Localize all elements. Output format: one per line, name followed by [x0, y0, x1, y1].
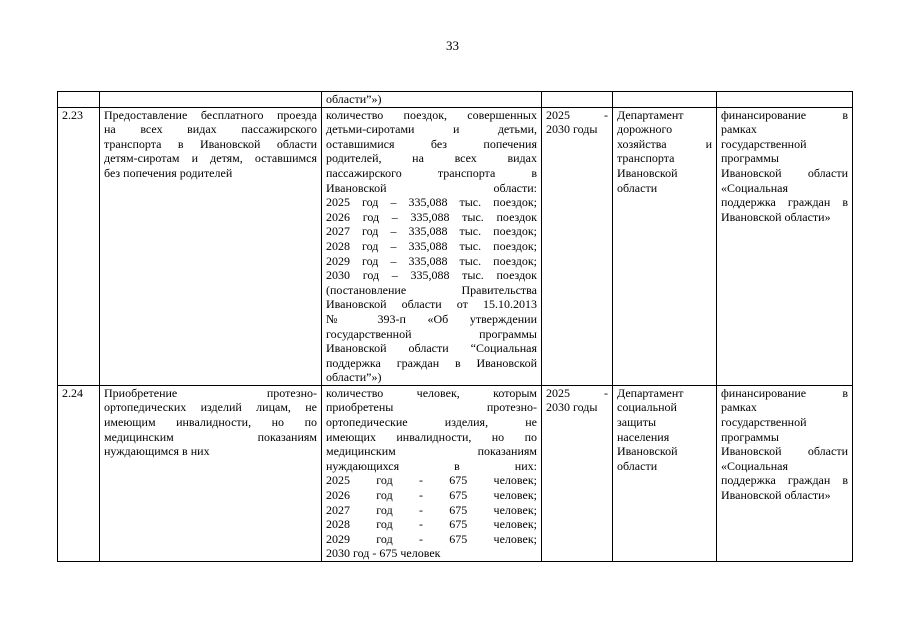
table-row-continuation	[58, 92, 853, 108]
text-line: государственной	[721, 415, 807, 430]
cell-period	[542, 92, 613, 108]
text-line: оставшимися без попечения	[326, 136, 537, 151]
text-line: транспорта в Ивановской области	[104, 136, 317, 151]
text-line: 2029 год - 675 человек;	[326, 531, 537, 546]
text-line: Департамент	[617, 107, 684, 122]
text-line: имеющих инвалидности, но по	[326, 429, 537, 444]
text-line: 2029 год – 335,088 тыс. поездок;	[326, 253, 537, 268]
text-line: «Социальная	[721, 180, 789, 195]
text-line: Ивановской области»	[721, 209, 831, 224]
text-line: финансирование в	[721, 385, 848, 400]
cell-executor	[613, 107, 717, 385]
table-row	[58, 107, 853, 385]
text-line: нуждающихся в них:	[326, 458, 537, 473]
text-line: Ивановской	[617, 165, 678, 180]
cell-num: 2.24	[58, 385, 100, 561]
text-line: родителей, на всех видах	[326, 151, 537, 166]
text-line: 2025 год - 675 человек;	[326, 473, 537, 488]
text-line: 2030 год – 335,088 тыс. поездок	[326, 268, 537, 283]
text-line: 2030 годы	[546, 400, 598, 415]
text-line: Ивановской	[617, 444, 678, 459]
cell-indicator	[322, 92, 542, 108]
cell-num	[58, 92, 100, 108]
text-line: Приобретение протезно-	[104, 385, 317, 400]
text-line: рамках	[721, 122, 757, 137]
text-line: хозяйства и	[617, 136, 712, 151]
text-line: 2030 годы	[546, 122, 598, 137]
text-line: финансирование в	[721, 107, 848, 122]
text-line: без попечения родителей	[104, 165, 233, 180]
text-line: 2027 год – 335,088 тыс. поездок;	[326, 224, 537, 239]
text-line: медицинским показаниям	[326, 444, 537, 459]
text-line: области	[617, 180, 658, 195]
text-line: поддержка граждан в	[721, 195, 848, 210]
text-line: области”»)	[326, 92, 382, 106]
cell-num: 2.23	[58, 107, 100, 385]
text-line: количество человек, которым	[326, 385, 537, 400]
text-line: Ивановской области	[721, 165, 848, 180]
cell-executor	[613, 92, 717, 108]
text-line: 2028 год – 335,088 тыс. поездок;	[326, 238, 537, 253]
text-line: детям-сиротам и детям, оставшимся	[104, 151, 317, 166]
page-number: 33	[446, 38, 459, 53]
text-line: 2028 год - 675 человек;	[326, 517, 537, 532]
text-line: Ивановской области “Социальная	[326, 341, 537, 356]
text-line: государственной	[721, 136, 807, 151]
text-line: транспорта	[617, 151, 675, 166]
text-line: Департамент	[617, 385, 684, 400]
text-line: ортопедических изделий лицам, не	[104, 400, 317, 415]
text-line: дорожного	[617, 122, 673, 137]
text-line: детьми-сиротами и детьми,	[326, 122, 537, 137]
text-line: поддержка граждан в	[721, 473, 848, 488]
cell-indicator	[322, 107, 542, 385]
text-line: области”»)	[326, 370, 382, 385]
text-line: на всех видах пассажирского	[104, 122, 317, 137]
text-line: «Социальная	[721, 458, 789, 473]
cell-period	[542, 107, 613, 385]
text-line: 2026 год - 675 человек;	[326, 488, 537, 503]
cell-measure	[100, 385, 322, 561]
text-line: ортопедические изделия, не	[326, 415, 537, 430]
text-line: медицинским показаниям	[104, 429, 317, 444]
text-line: 2026 год – 335,088 тыс. поездок	[326, 209, 537, 224]
measures-table	[57, 91, 853, 562]
text-line: 2027 год - 675 человек;	[326, 502, 537, 517]
cell-funding	[717, 107, 853, 385]
text-line: Ивановской области от 15.10.2013	[326, 297, 537, 312]
cell-period	[542, 385, 613, 561]
text-line: программы	[721, 429, 779, 444]
text-line: 2030 год - 675 человек	[326, 546, 441, 561]
text-line: нуждающимся в них	[104, 444, 210, 459]
text-line: программы	[721, 151, 779, 166]
text-line: пассажирского транспорта в	[326, 165, 537, 180]
cell-measure	[100, 92, 322, 108]
text-line: № 393-п «Об утверждении	[326, 311, 537, 326]
cell-measure	[100, 107, 322, 385]
cell-indicator	[322, 385, 542, 561]
text-line: социальной	[617, 400, 677, 415]
cell-funding	[717, 385, 853, 561]
text-line: Ивановской области	[721, 444, 848, 459]
text-line: имеющим инвалидности, но по	[104, 415, 317, 430]
text-line: 2025 год – 335,088 тыс. поездок;	[326, 195, 537, 210]
cell-executor	[613, 385, 717, 561]
text-line: рамках	[721, 400, 757, 415]
text-line: защиты	[617, 415, 657, 430]
text-line: приобретены протезно-	[326, 400, 537, 415]
text-line: населения	[617, 429, 670, 444]
text-line: поддержка граждан в Ивановской	[326, 355, 537, 370]
text-line: Предоставление бесплатного проезда	[104, 107, 317, 122]
text-line: области	[617, 458, 658, 473]
text-line: государственной программы	[326, 326, 537, 341]
text-line: Ивановской области»	[721, 488, 831, 503]
text-line: Ивановской области:	[326, 180, 537, 195]
text-line: 2025 -	[546, 385, 608, 400]
cell-funding	[717, 92, 853, 108]
table-row	[58, 385, 853, 561]
text-line: (постановление Правительства	[326, 282, 537, 297]
text-line: 2025 -	[546, 107, 608, 122]
text-line: количество поездок, совершенных	[326, 107, 537, 122]
